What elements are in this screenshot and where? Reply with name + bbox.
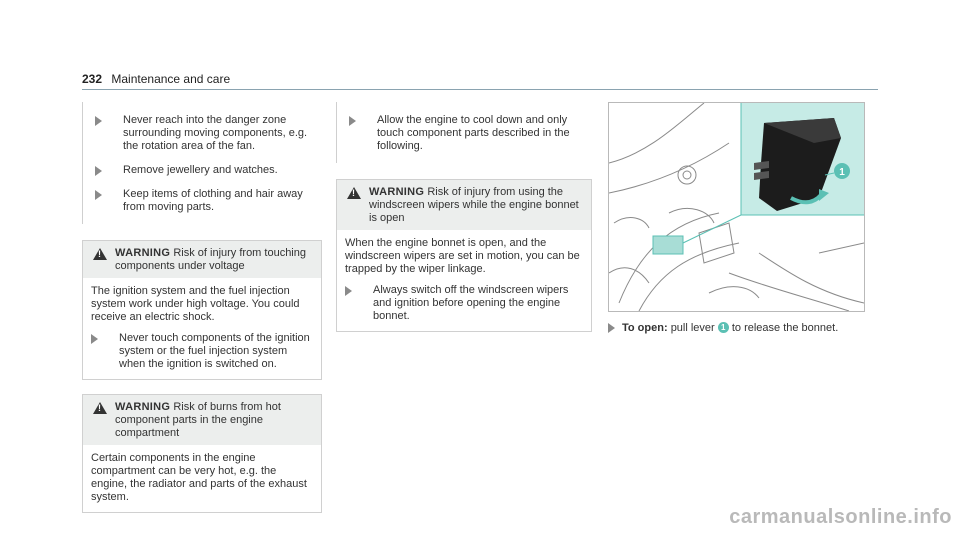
step-item: Never touch components of the ignition system or the fuel injection system when the ignition is switched on. — [91, 332, 313, 371]
warning-box-burns — [82, 394, 322, 513]
warning-header — [83, 395, 321, 445]
step-list — [336, 102, 592, 163]
warning-header — [83, 241, 321, 278]
lever-number-badge: 1 — [718, 322, 729, 333]
warning-subject: Risk of injury from touching components under voltage — [115, 247, 306, 272]
column-2 — [336, 102, 592, 332]
step-item: Remove jewellery and watches. — [95, 164, 314, 177]
warning-subject: Risk of injury from using the windscreen wipers while the engine bonnet is open — [369, 186, 579, 224]
warning-title: WARNING — [115, 247, 171, 259]
step-item: Always switch off the windscreen wipers and ignition before opening the engine bonnet. — [345, 284, 583, 323]
step-list — [82, 102, 322, 224]
warning-triangle-icon: ! — [93, 248, 107, 260]
header-rule — [82, 89, 878, 90]
column-1 — [82, 102, 322, 513]
watermark: carmanualsonline.info — [729, 506, 952, 528]
arrow-icon — [95, 116, 102, 126]
caption: To open: pull lever 1 to release the bonnet. — [608, 322, 838, 335]
warning-body — [83, 445, 321, 512]
arrow-icon — [91, 334, 98, 344]
warning-box-voltage — [82, 240, 322, 380]
step-item: Never reach into the danger zone surrounding moving components, e.g. the rotation area of the fan. — [95, 114, 314, 153]
warning-body — [83, 278, 321, 379]
warning-triangle-icon: ! — [347, 187, 361, 199]
step-item: Allow the engine to cool down and only touch component parts described in the following. — [349, 114, 584, 153]
warning-body — [337, 230, 591, 331]
caption-label: To open: — [622, 322, 668, 334]
arrow-icon — [608, 323, 615, 333]
warning-box-wipers — [336, 179, 592, 332]
arrow-icon — [349, 116, 356, 126]
warning-triangle-icon: ! — [93, 402, 107, 414]
callout-number: 1 — [839, 167, 845, 178]
page-header — [82, 72, 230, 86]
step-item: Keep items of clothing and hair away from moving parts. — [95, 188, 314, 214]
bonnet-release-illustration — [608, 102, 865, 312]
warning-subject: Risk of burns from hot component parts in the engine compartment — [115, 401, 281, 439]
warning-header — [337, 180, 591, 230]
warning-text: Certain components in the engine compartment can be very hot, e.g. the engine, the radiator and parts of the exhaust system. — [91, 452, 307, 503]
page-number: 232 — [82, 72, 103, 86]
warning-title: WARNING — [369, 186, 425, 198]
warning-text: When the engine bonnet is open, and the windscreen wipers are set in motion, you can be trapped by the wiper linkage. — [345, 237, 580, 275]
warning-title: WARNING — [115, 401, 171, 413]
arrow-icon — [95, 190, 102, 200]
arrow-icon — [345, 286, 352, 296]
section-title: Maintenance and care — [111, 72, 231, 86]
arrow-icon — [95, 166, 102, 176]
warning-text: The ignition system and the fuel injection system work under high voltage. You could receive an electric shock. — [91, 285, 300, 323]
engine-compartment-drawing — [609, 103, 864, 311]
